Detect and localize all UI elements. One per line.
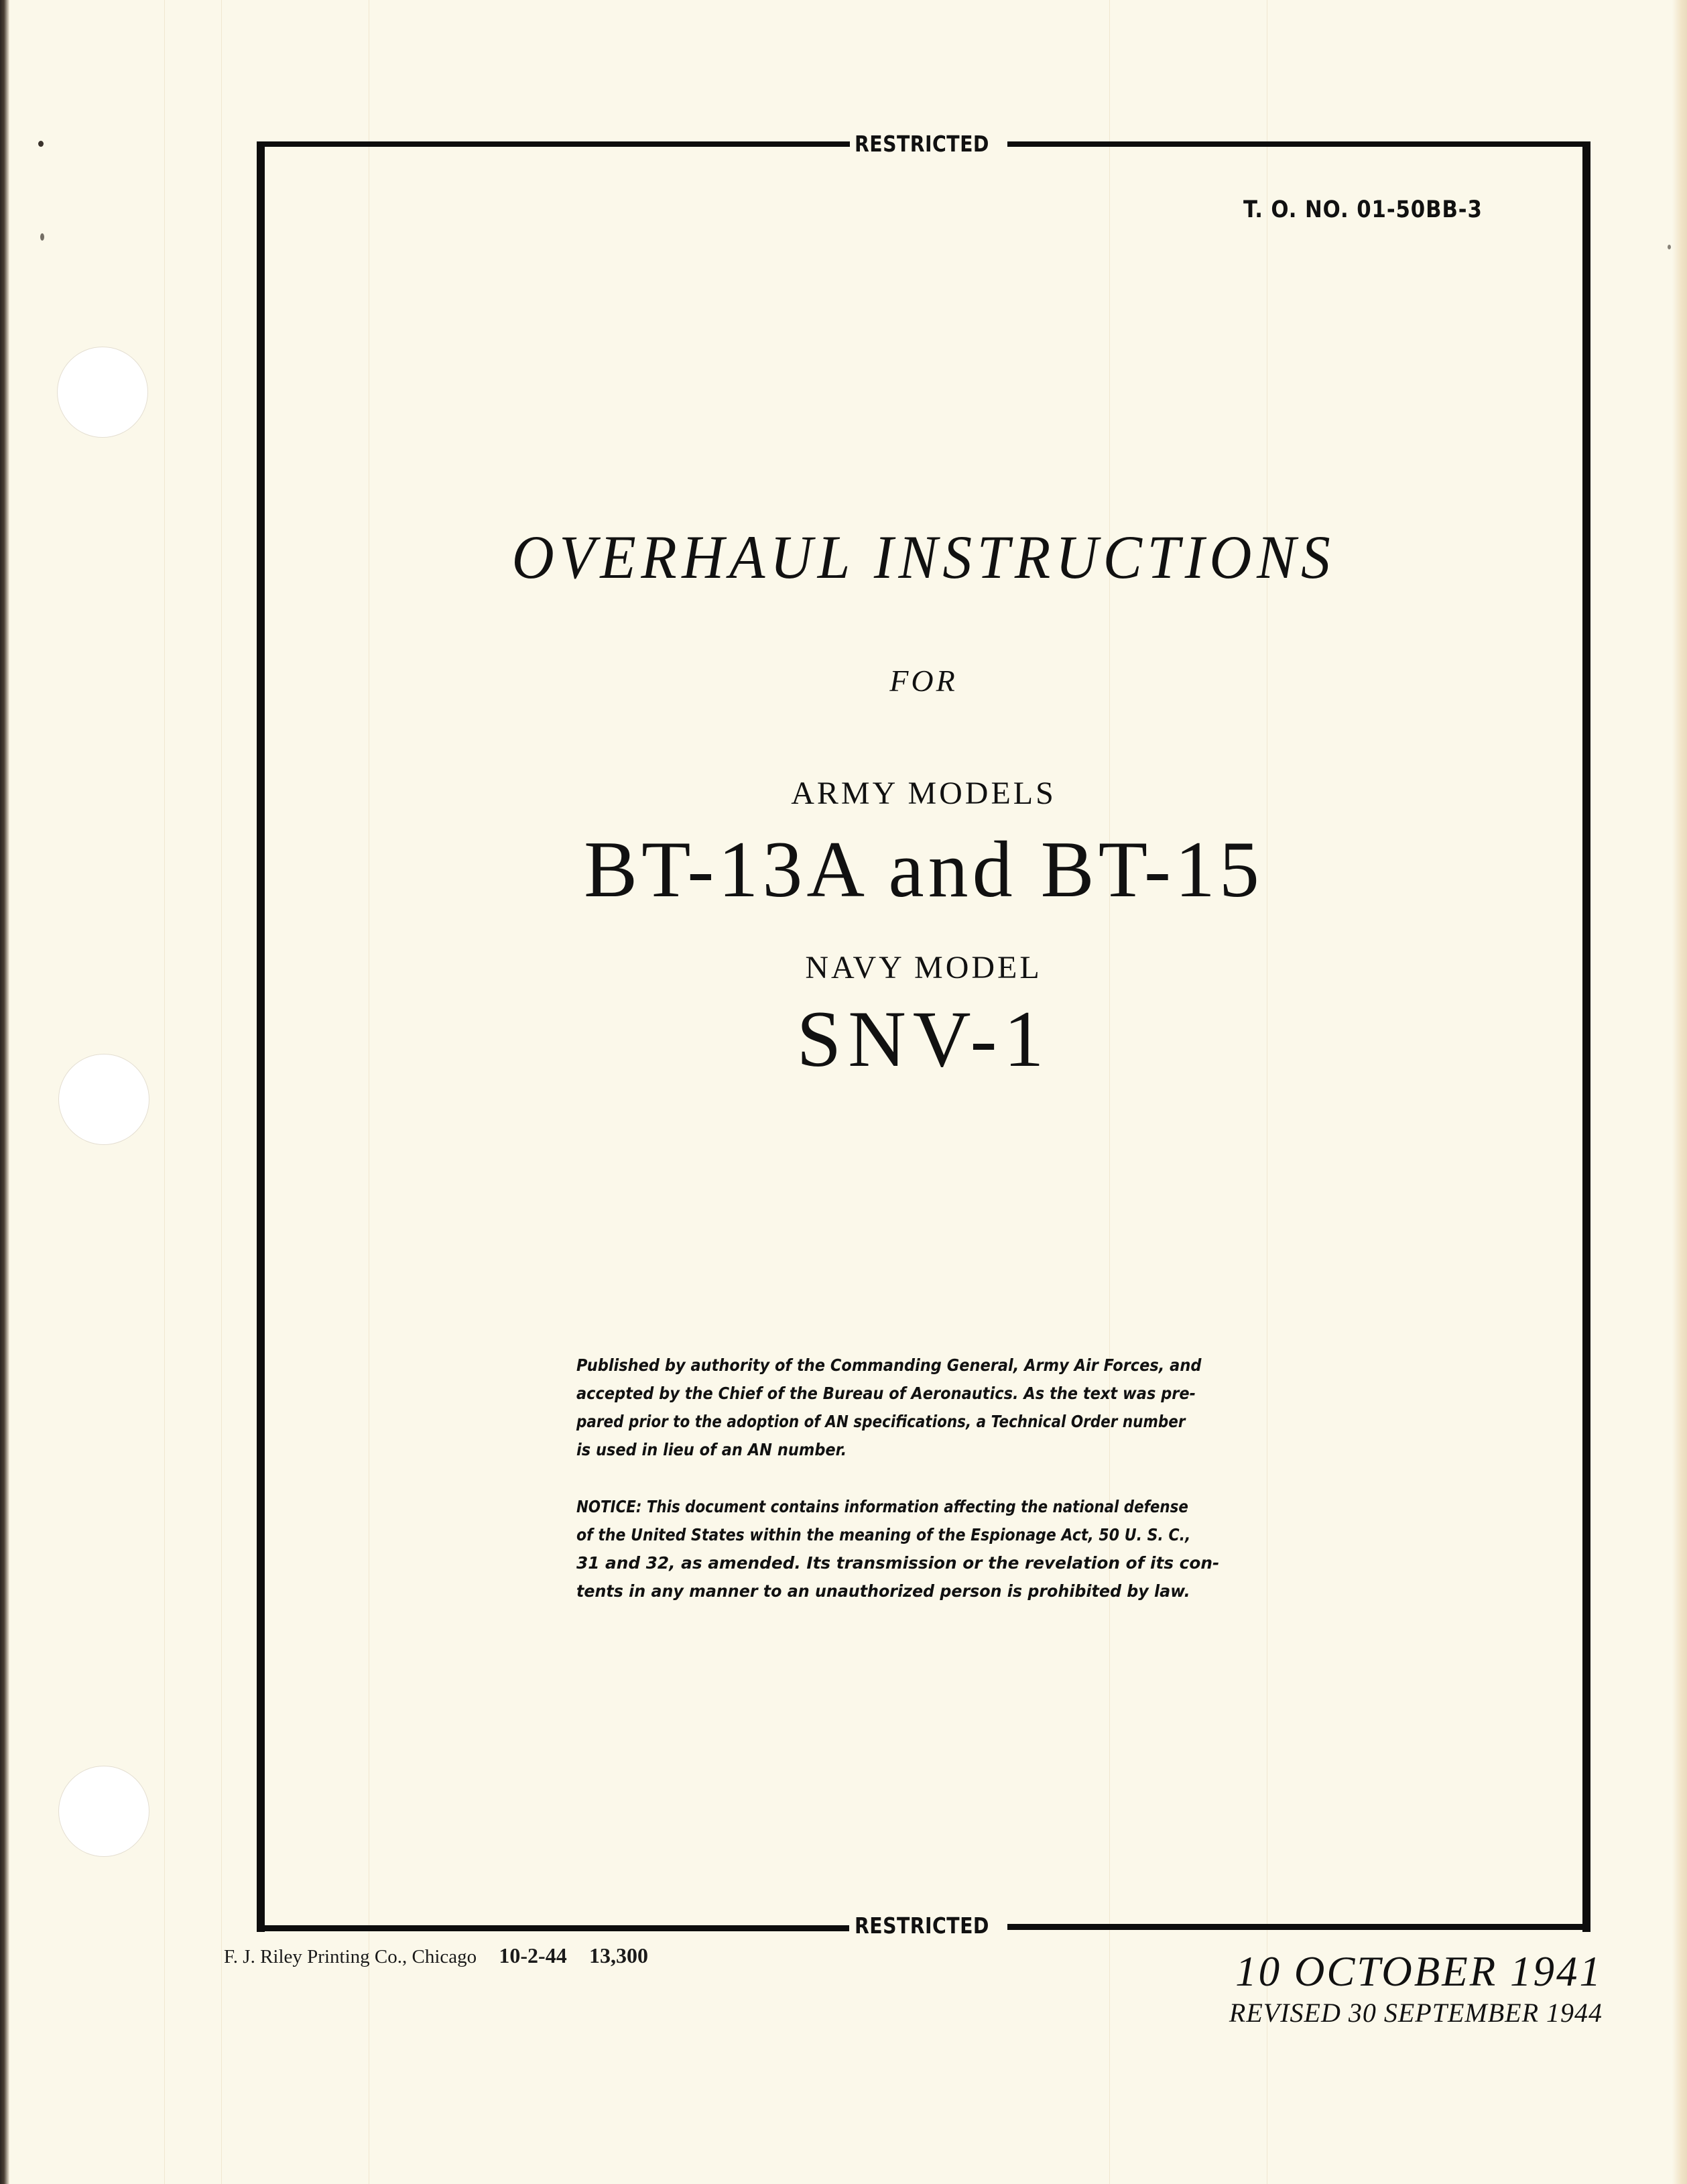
print-quantity: 13,300 xyxy=(588,1943,648,1967)
paper-speck xyxy=(1668,245,1671,249)
classification-label-bottom: RESTRICTED xyxy=(855,1913,989,1939)
classification-label-top: RESTRICTED xyxy=(855,131,989,157)
paragraph-line: tents in any manner to an unauthorized person is prohibited by law. xyxy=(576,1581,1190,1601)
navy-model-label: NAVY MODEL xyxy=(805,950,1042,985)
punch-hole-bottom xyxy=(59,1766,149,1856)
security-notice-paragraph xyxy=(576,1493,1284,1605)
frame-border-bottom-left xyxy=(257,1925,849,1931)
paragraph-line: accepted by the Chief of the Bureau of Aeronautics. As the text was pre- xyxy=(576,1384,1196,1403)
technical-order-number: T. O. NO. 01-50BB-3 xyxy=(1243,196,1483,223)
paragraph-line: of the United States within the meaning of the Espionage Act, 50 U. S. C., xyxy=(576,1525,1191,1544)
printer-imprint xyxy=(224,1943,648,1968)
frame-border-right xyxy=(1582,141,1590,1932)
print-date: 10-2-44 xyxy=(499,1943,567,1967)
frame-border-top-right xyxy=(1007,141,1590,147)
title-connector: FOR xyxy=(889,664,958,698)
paper-speck xyxy=(40,233,44,241)
paragraph-line: Published by authority of the Commanding General, Army Air Forces, and xyxy=(576,1355,1202,1375)
navy-model-number: SNV-1 xyxy=(796,994,1051,1083)
frame-border-left xyxy=(257,141,265,1932)
punch-hole-top xyxy=(58,347,147,437)
paragraph-line: 31 and 32, as amended. Its transmission or the revelation of its con- xyxy=(576,1553,1220,1573)
paper-right-edge xyxy=(1672,0,1687,2184)
paragraph-line: pared prior to the adoption of AN specifications, a Technical Order number xyxy=(576,1412,1186,1431)
revision-date: REVISED 30 SEPTEMBER 1944 xyxy=(1229,1998,1603,2028)
document-title: OVERHAUL INSTRUCTIONS xyxy=(511,523,1336,591)
paper-speck xyxy=(38,141,44,147)
punch-hole-middle xyxy=(59,1054,149,1144)
paper-crease xyxy=(1109,0,1110,2184)
paragraph-line: NOTICE: This document contains information affecting the national defense xyxy=(576,1497,1188,1516)
original-publication-date: 10 OCTOBER 1941 xyxy=(1235,1948,1603,1995)
army-models-label: ARMY MODELS xyxy=(791,776,1056,811)
frame-border-top-left xyxy=(257,141,850,147)
printer-name: F. J. Riley Printing Co., Chicago xyxy=(224,1946,477,1967)
publication-authority-paragraph xyxy=(576,1351,1284,1464)
paragraph-line: is used in lieu of an AN number. xyxy=(576,1440,847,1459)
paper-crease xyxy=(164,0,165,2184)
paper-crease xyxy=(221,0,222,2184)
army-model-numbers: BT-13A and BT-15 xyxy=(584,825,1263,914)
paper-left-edge xyxy=(0,0,9,2184)
frame-border-bottom-right xyxy=(1007,1924,1590,1930)
